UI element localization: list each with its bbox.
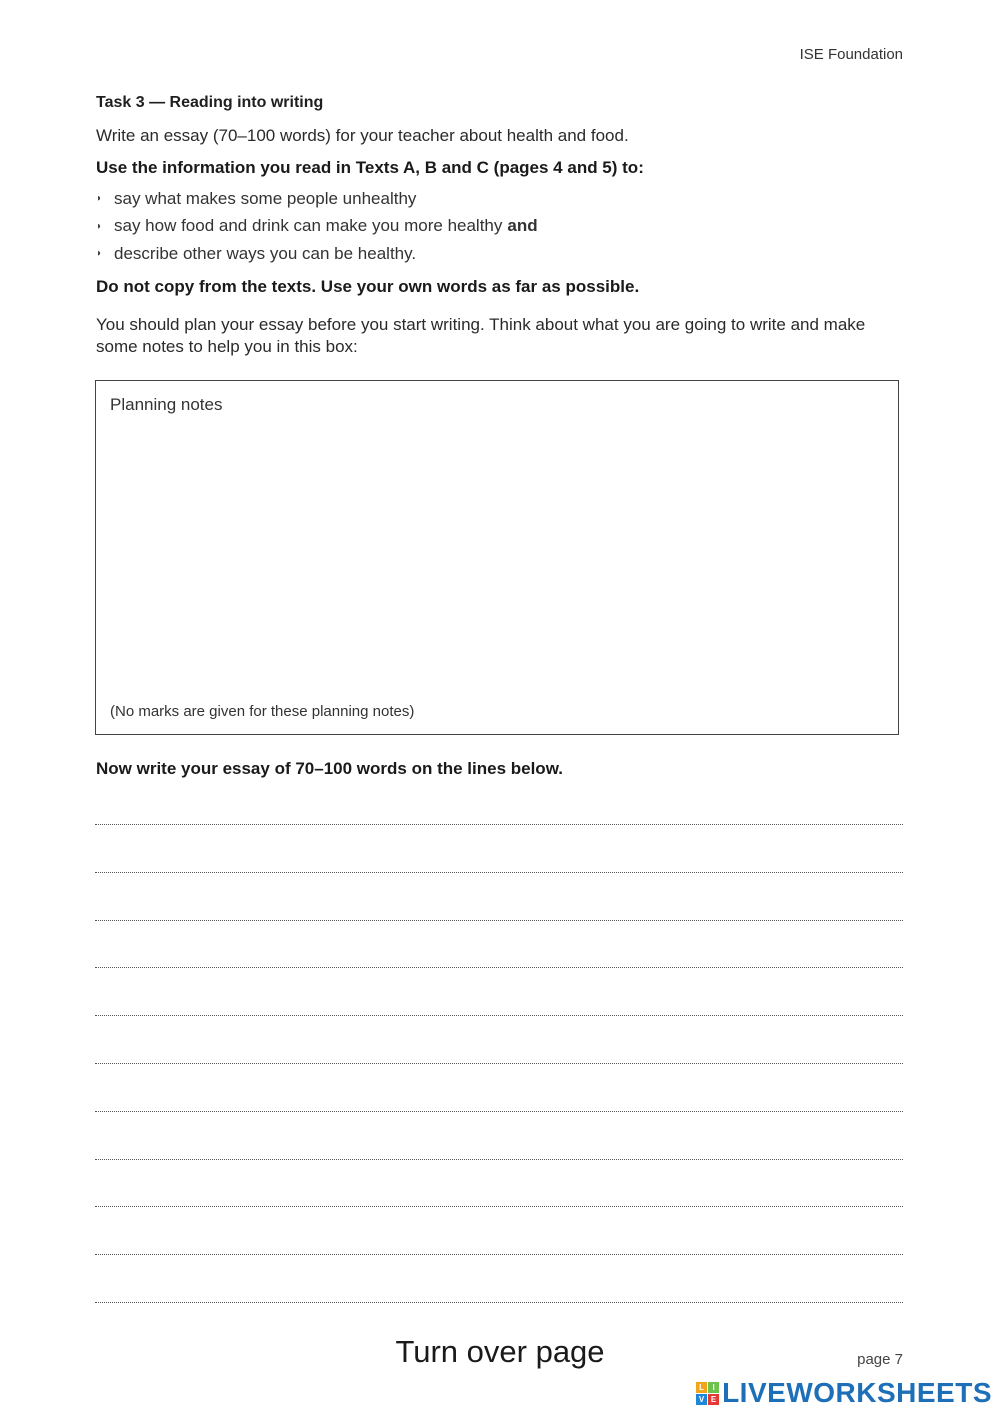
logo-tile: E [708, 1394, 719, 1405]
essay-line[interactable] [95, 920, 903, 921]
liveworksheets-logo [696, 1378, 992, 1408]
bullet-item [96, 213, 538, 241]
bullet-conjunction: and [507, 216, 538, 236]
logo-tile: L [696, 1382, 707, 1393]
essay-line[interactable] [95, 1015, 903, 1016]
task-intro: Write an essay (70–100 words) for your teacher about health and food. [96, 126, 629, 145]
bullet-icon: ◗ [96, 248, 103, 260]
logo-tile: I [708, 1382, 719, 1393]
bullet-icon: ◗ [96, 193, 103, 205]
logo-text: LIVEWORKSHEETS [722, 1377, 992, 1408]
task-bullet-list [96, 185, 538, 268]
logo-tile: V [696, 1394, 707, 1405]
logo-tiles [696, 1382, 719, 1405]
turn-over-text: Turn over page [395, 1334, 605, 1369]
essay-line[interactable] [95, 872, 903, 873]
bullet-text: describe other ways you can be healthy. [114, 243, 417, 263]
plan-instruction: You should plan your essay before you start writing. Think about what you are going to write and make some notes to help you in this box: [96, 315, 866, 356]
essay-line[interactable] [95, 824, 903, 825]
essay-line[interactable] [95, 967, 903, 968]
bullet-text: say what makes some people unhealthy [114, 188, 417, 208]
essay-line[interactable] [95, 1302, 903, 1303]
essay-line[interactable] [95, 1254, 903, 1255]
planning-notes-title: Planning notes [110, 395, 223, 414]
bullet-item [96, 185, 538, 213]
task-use-info: Use the information you read in Texts A, B and C (pages 4 and 5) to: [96, 158, 644, 177]
planning-notes-disclaimer: (No marks are given for these planning notes) [110, 703, 415, 720]
page-number: page 7 [857, 1351, 903, 1368]
essay-line[interactable] [95, 1159, 903, 1160]
essay-line[interactable] [95, 1111, 903, 1112]
essay-instruction: Now write your essay of 70–100 words on the lines below. [96, 759, 564, 778]
planning-notes-box[interactable] [95, 380, 899, 735]
exam-level-tag: ISE Foundation [799, 46, 903, 63]
essay-line[interactable] [95, 1206, 903, 1207]
bullet-text: say how food and drink can make you more healthy [114, 216, 503, 236]
bullet-item [96, 240, 538, 268]
bullet-icon: ◗ [96, 220, 103, 232]
no-copy-instruction: Do not copy from the texts. Use your own words as far as possible. [96, 277, 640, 296]
essay-line[interactable] [95, 1063, 903, 1064]
task-title: Task 3 — Reading into writing [96, 94, 324, 111]
